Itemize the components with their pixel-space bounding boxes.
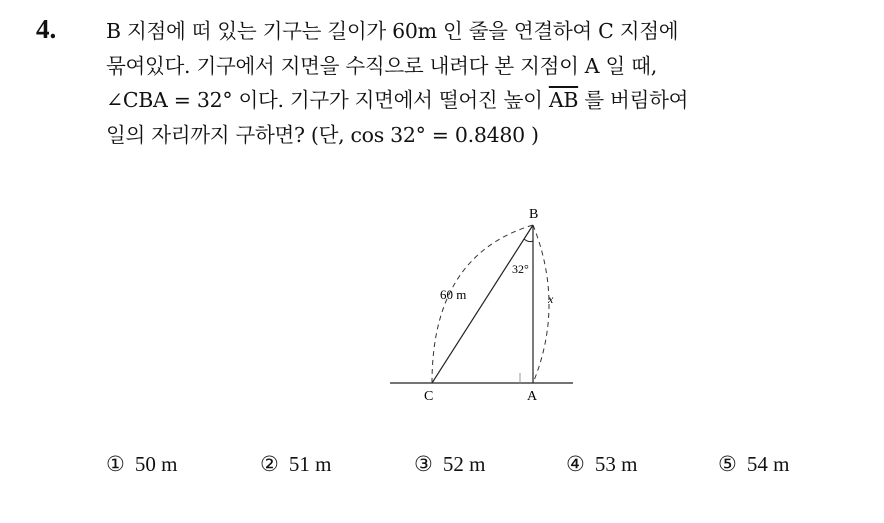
choice-2-text: 51 m bbox=[288, 452, 332, 476]
choice-5-mark: ⑤ bbox=[718, 452, 737, 476]
choice-2-mark: ② bbox=[260, 452, 279, 476]
choice-5-text: 54 m bbox=[746, 452, 790, 476]
label-rope-length: 60 m bbox=[440, 287, 467, 302]
choice-1-mark: ① bbox=[106, 452, 125, 476]
choice-4[interactable] bbox=[566, 452, 637, 477]
stem-line-4: 일의 자리까지 구하면? (단, cos 32° = 0.8480 ) bbox=[106, 122, 539, 147]
label-angle: 32° bbox=[512, 262, 529, 276]
label-height-x: x bbox=[548, 292, 554, 306]
choice-3[interactable] bbox=[414, 452, 485, 477]
question-number: 4. bbox=[36, 14, 57, 44]
stem-line-1: B 지점에 떠 있는 기구는 길이가 60m 인 줄을 연결하여 C 지점에 bbox=[106, 19, 679, 43]
question-stem bbox=[106, 14, 866, 152]
choice-2[interactable] bbox=[260, 452, 331, 477]
segment-ab-overline: $\overline{AB}$ bbox=[548, 88, 579, 112]
stem-line-2: 묶여있다. 기구에서 지면을 수직으로 내려다 본 지점이 A 일 때, bbox=[106, 53, 657, 78]
stem-line-3-part-1: ∠CBA = 32° 이다. 기구가 지면에서 떨어진 높이 bbox=[106, 88, 549, 112]
choice-3-mark: ③ bbox=[414, 452, 433, 476]
choice-4-text: 53 m bbox=[594, 452, 638, 476]
choice-4-mark: ④ bbox=[566, 452, 585, 476]
label-point-a: A bbox=[527, 389, 538, 404]
balloon-diagram bbox=[380, 195, 580, 415]
choice-1-text: 50 m bbox=[134, 452, 178, 476]
arc-height bbox=[533, 225, 549, 383]
diagram-svg bbox=[380, 195, 580, 415]
label-point-c: C bbox=[424, 389, 434, 404]
stem-line-3-part-3: 를 버림하여 bbox=[578, 88, 689, 112]
choice-1[interactable] bbox=[106, 452, 177, 477]
choice-5[interactable] bbox=[718, 452, 789, 477]
rope-line-cb bbox=[432, 225, 533, 383]
label-point-b: B bbox=[529, 207, 539, 222]
angle-arc bbox=[524, 239, 533, 242]
choice-3-text: 52 m bbox=[442, 452, 486, 476]
answer-choices bbox=[106, 452, 866, 492]
stem-line-3 bbox=[106, 83, 866, 118]
